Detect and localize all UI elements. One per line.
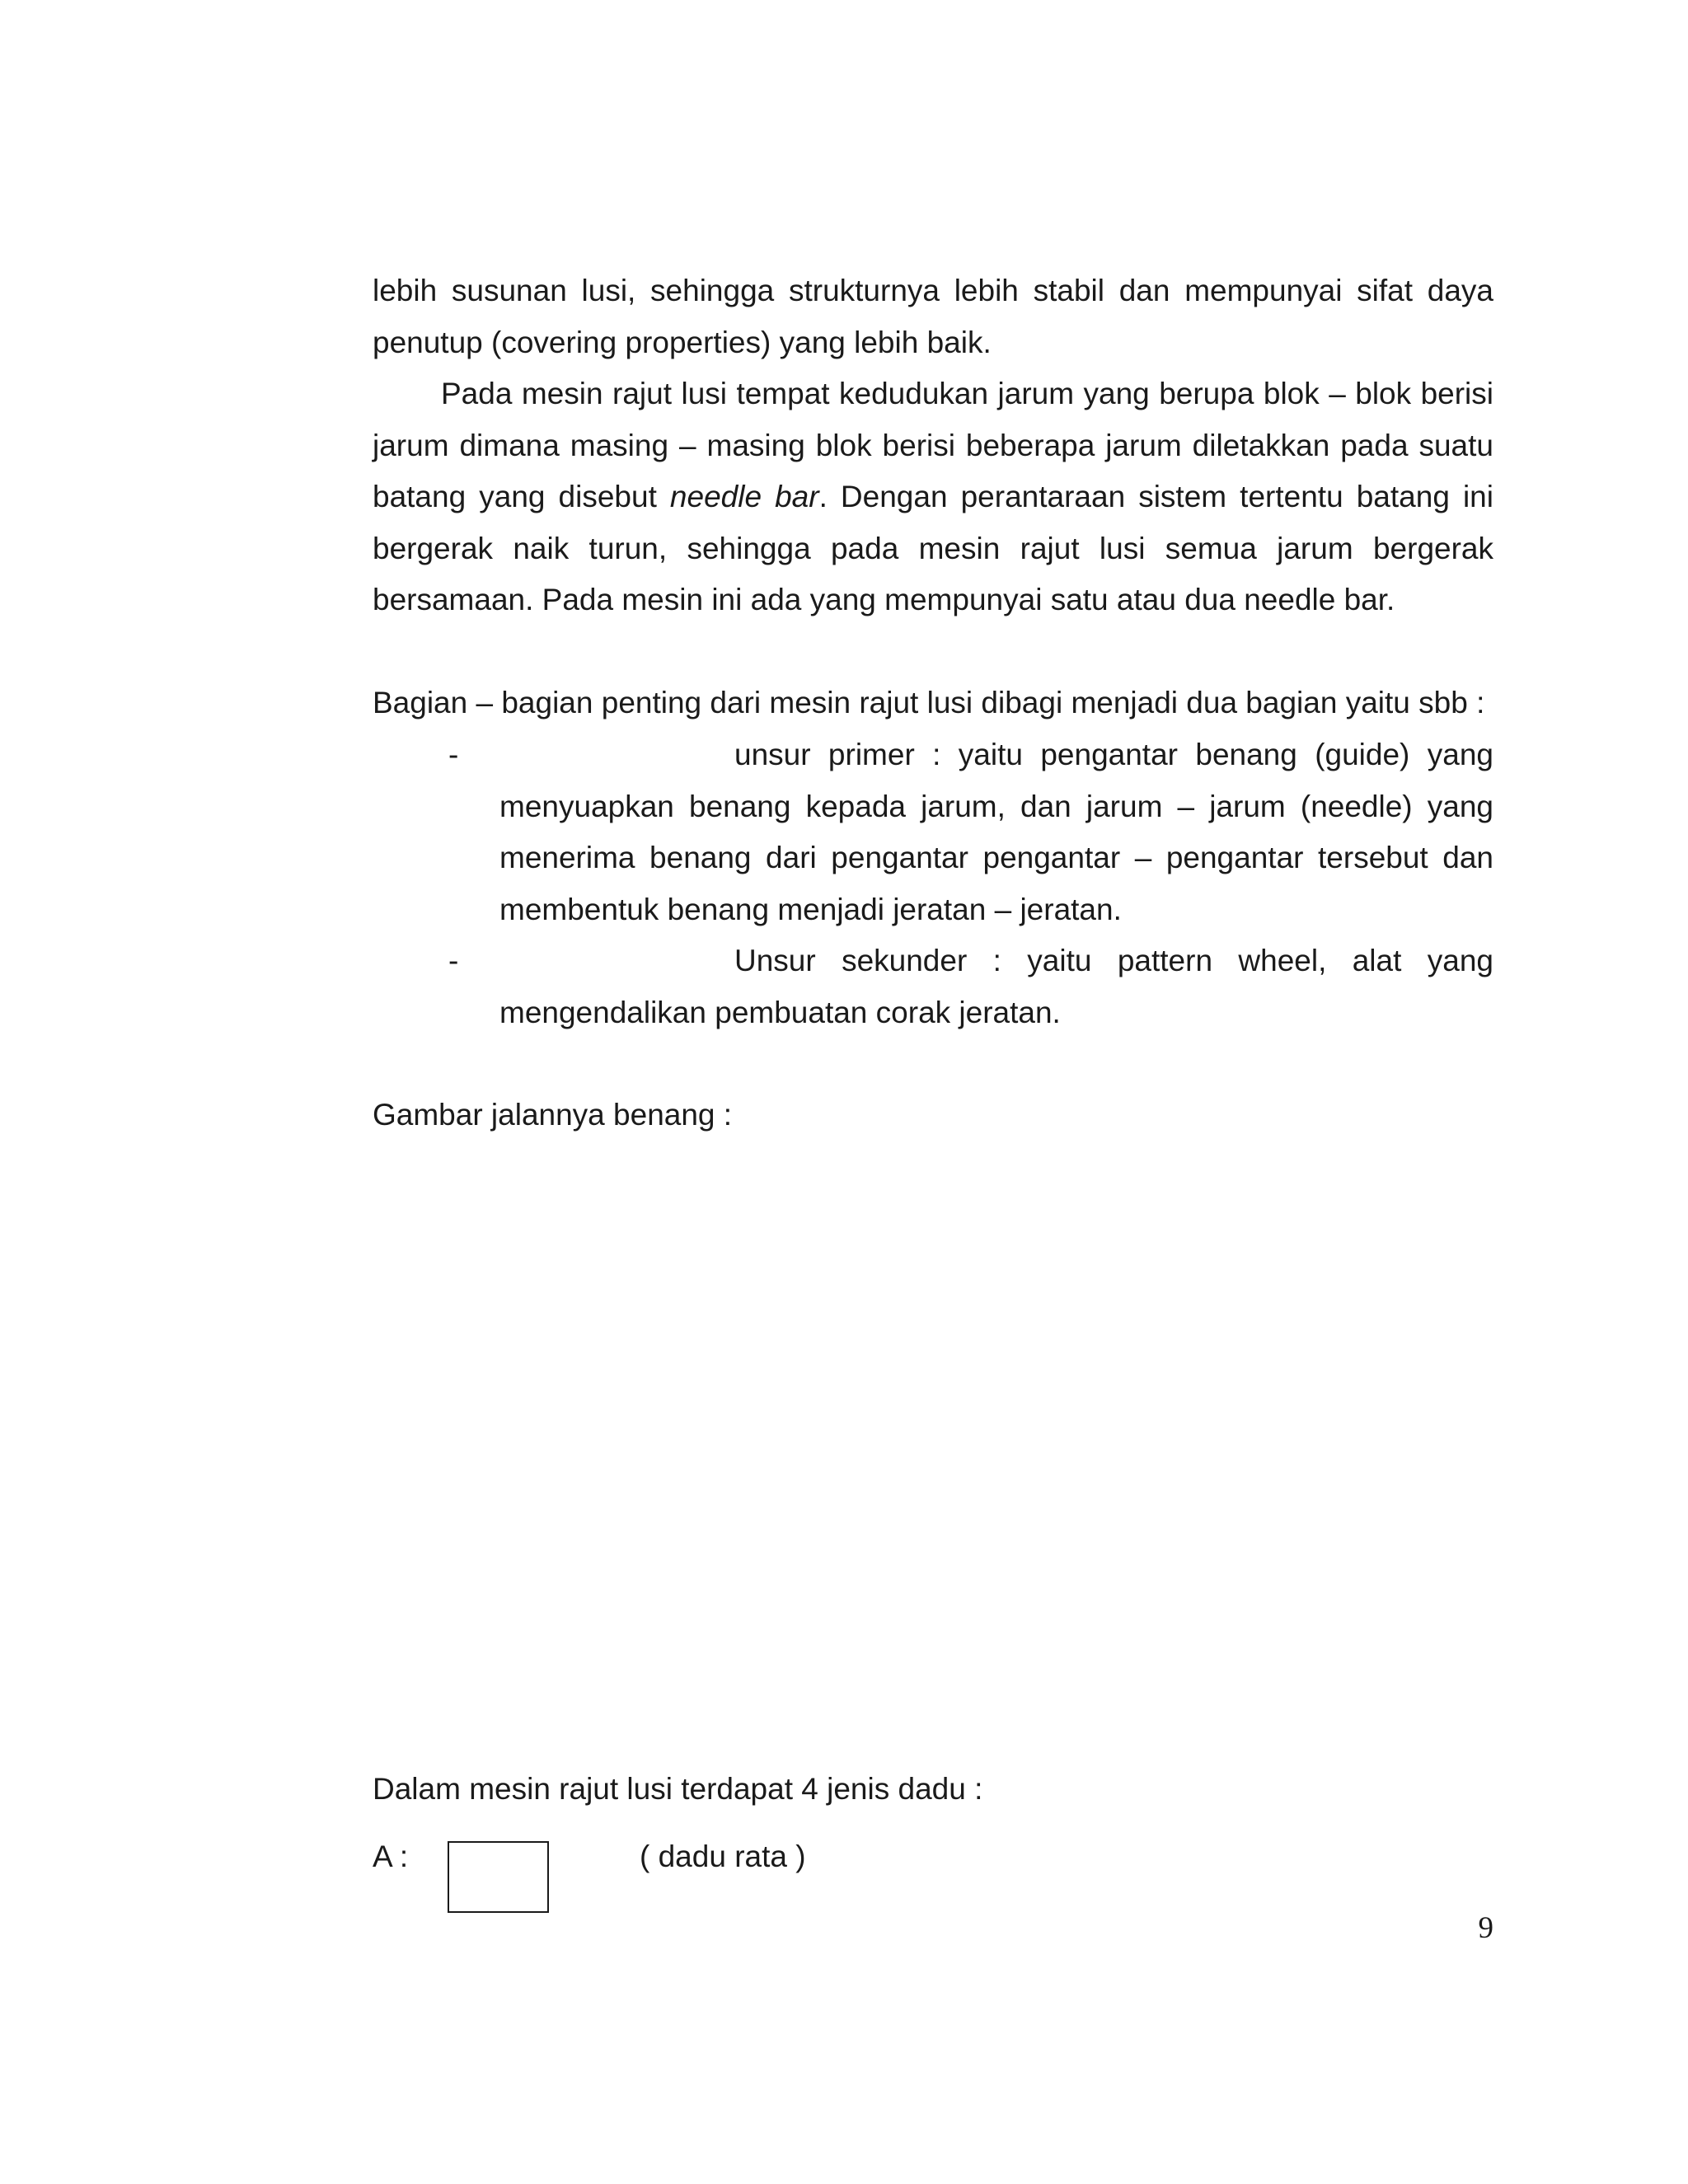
bullet-primary <box>499 729 1493 935</box>
parts-intro: Bagian – bagian penting dari mesin rajut lusi dibagi menjadi dua bagian yaitu sbb : <box>373 686 1485 719</box>
paragraph-needle-bar <box>373 368 1493 626</box>
dice-a-label: A : <box>373 1840 409 1873</box>
flat-die-diagram <box>448 1841 549 1913</box>
bullet-dash-secondary: - <box>448 944 459 977</box>
bullet-secondary <box>499 935 1493 1038</box>
bullet-secondary-text: Unsur sekunder : yaitu pattern wheel, alat yang mengendalikan pembuatan corak jeratan. <box>499 944 1493 1029</box>
paragraph-needle-bar-text-2: . Dengan perantaraan sistem tertentu batang ini bergerak naik turun, sehingga pada mesin rajut lusi semua jarum bergerak bersamaan. Pada mesin ini ada yang mempunyai satu atau dua needle bar. <box>373 480 1493 616</box>
dice-intro: Dalam mesin rajut lusi terdapat 4 jenis dadu : <box>373 1772 983 1806</box>
bullet-primary-text: unsur primer : yaitu pengantar benang (guide) yang menyuapkan benang kepada jarum, dan jarum – jarum (needle) yang menerima benang dari pengantar pengantar – pengantar tersebut dan membentuk benang menjadi jeratan – jeratan. <box>499 738 1493 926</box>
dice-a-description: ( dadu rata ) <box>640 1840 806 1873</box>
paragraph-continuation: lebih susunan lusi, sehingga strukturnya lebih stabil dan mempunyai sifat daya penutup (covering properties) yang lebih baik. <box>373 274 1493 359</box>
figure-caption: Gambar jalannya benang : <box>373 1098 733 1132</box>
page-number: 9 <box>1478 1911 1493 1945</box>
needle-bar-term: needle bar <box>669 480 819 513</box>
bullet-dash-primary: - <box>448 738 459 771</box>
figure-placeholder <box>373 1154 1493 1747</box>
paragraph-needle-bar-text-1: Pada mesin rajut lusi tempat kedudukan jarum yang berupa blok – blok berisi jarum dimana masing – masing blok berisi beberapa jarum diletakkan pada suatu batang yang disebut <box>373 377 1493 513</box>
